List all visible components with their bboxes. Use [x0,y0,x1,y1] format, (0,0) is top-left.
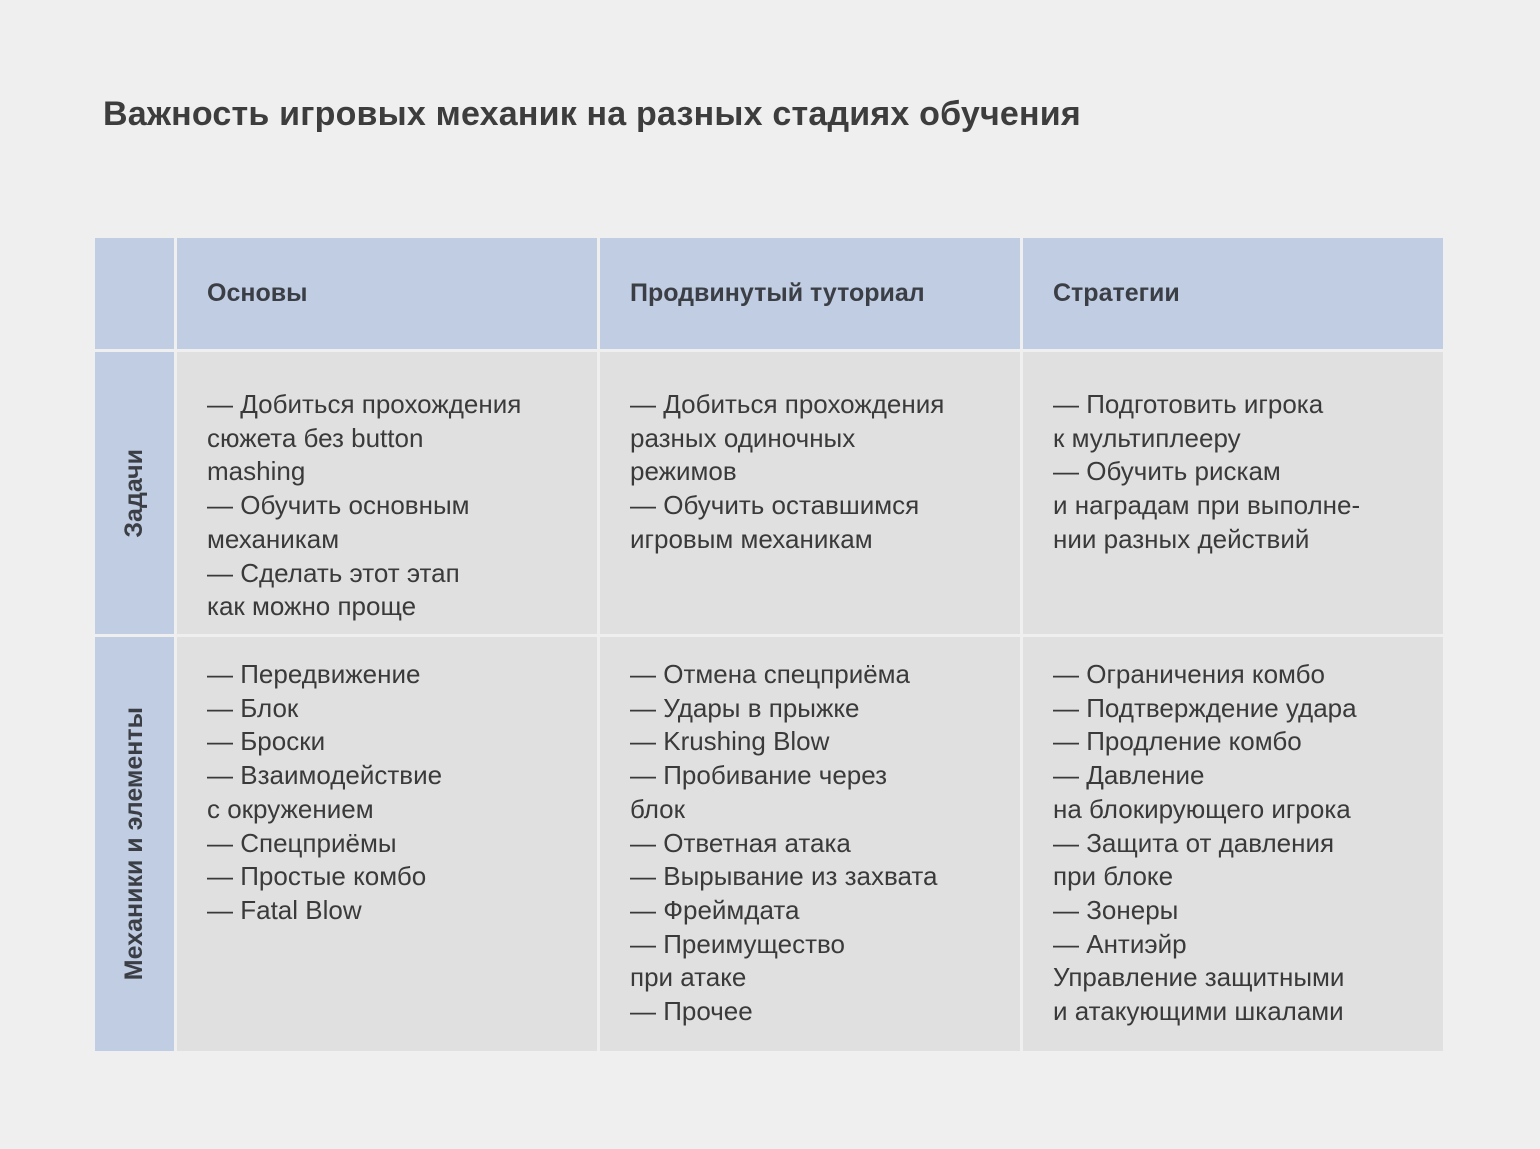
cell-line: — Прочее [630,996,753,1027]
table-cell [177,352,597,634]
table-cell [1023,637,1443,1051]
cell-line: — Подготовить игрока [1053,389,1324,419]
cell-line: — Обучить рискам [1053,456,1281,487]
cell-line: — Фреймдата [630,894,800,925]
column-header-basics: Основы [177,238,597,349]
table-cell [600,637,1020,1051]
cell-line: при атаке [630,962,747,993]
cell-line: — Передвижение [207,659,421,689]
cell-line: на блокирующего игрока [1053,793,1351,824]
cell-line: — Простые комбо [207,861,427,892]
cell-line: — Вырывание из захвата [630,861,938,892]
cell-line: Управление защитными [1053,962,1345,993]
row-header-label: Задачи [120,448,148,538]
cell-line: — Взаимодействие [207,760,443,791]
cell-line: — Пробивание через [630,760,888,791]
cell-line: — Отмена спецприёма [630,659,911,689]
cell-line: — Зонеры [1053,894,1179,925]
cell-line: — Обучить основным [207,490,470,521]
cell-line: — Преимущество [630,928,845,959]
cell-line: игровым механикам [630,523,873,554]
column-header-advanced-tutorial: Продвинутый туториал [600,238,1020,349]
cell-line: при блоке [1053,861,1174,892]
column-header-strategies: Стратегии [1023,238,1443,349]
cell-line: — Добиться прохождения [207,389,522,419]
cell-line: — Защита от давления [1053,827,1335,858]
cell-line: с окружением [207,793,374,824]
page-title: Важность игровых механик на разных стадиях обучения [103,95,1081,133]
cell-line: разных одиночных [630,422,856,453]
row-header-tasks [95,352,174,634]
cell-line: — Продление комбо [1053,726,1302,757]
cell-line: — Броски [207,726,326,757]
mechanics-table [95,238,1443,1051]
cell-line: — Спецприёмы [207,827,397,858]
cell-line: и атакующими шкалами [1053,996,1344,1027]
cell-line: mashing [207,456,306,487]
cell-line: — Обучить оставшимся [630,490,920,521]
cell-line: нии разных действий [1053,523,1310,554]
row-header-label: Механики и элементы [120,707,148,981]
cell-line: — Сделать этот этап [207,557,460,588]
cell-line: к мультиплееру [1053,422,1241,453]
cell-line: режимов [630,456,737,487]
row-header-mechanics [95,637,174,1051]
cell-line: — Добиться прохождения [630,389,945,419]
cell-line: — Блок [207,692,299,723]
cell-line: — Fatal Blow [207,894,362,925]
cell-line: как можно проще [207,591,417,622]
table-cell [1023,352,1443,634]
cell-line: — Подтверждение удара [1053,692,1357,723]
cell-line: и наградам при выполне- [1053,490,1361,521]
cell-line: — Удары в прыжке [630,692,860,723]
table-cell [177,637,597,1051]
cell-line: механикам [207,523,340,554]
table-cell [600,352,1020,634]
cell-line: сюжета без button [207,422,424,453]
cell-line: — Ограничения комбо [1053,659,1325,689]
cell-line: — Антиэйр [1053,928,1187,959]
cell-line: — Давление [1053,760,1205,791]
cell-line: — Ответная атака [630,827,851,858]
cell-line: блок [630,793,686,824]
table-corner [95,238,174,349]
cell-line: — Krushing Blow [630,726,830,757]
